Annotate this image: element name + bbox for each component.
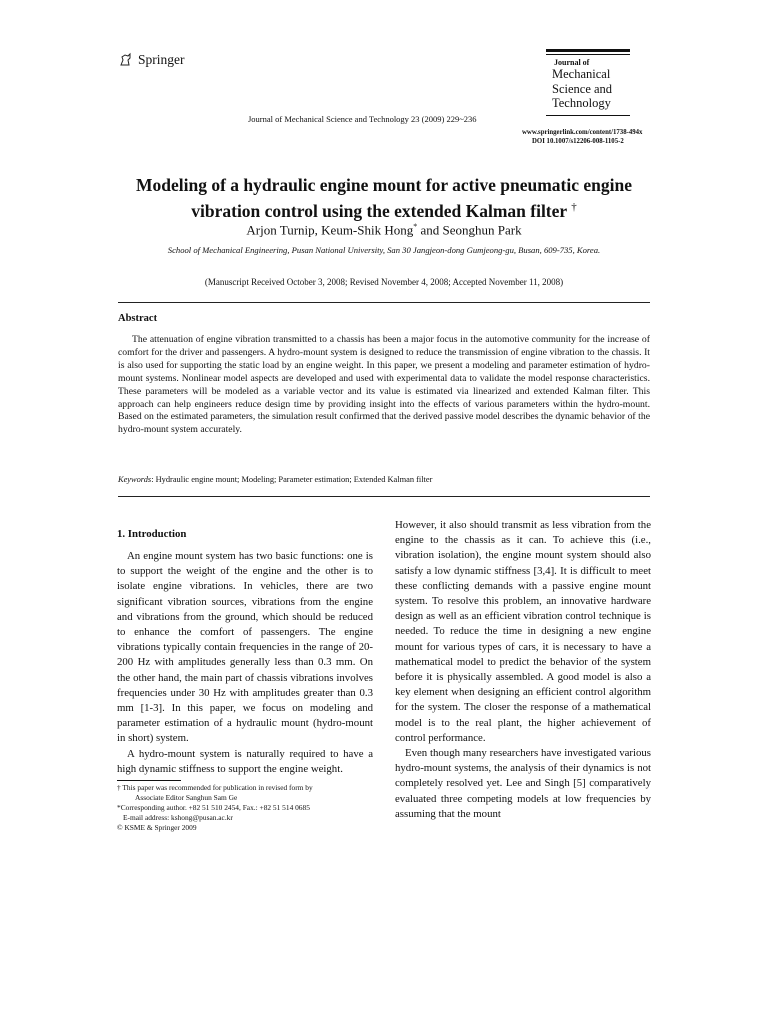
authors [100,222,668,238]
footnote: † This paper was recommended for publication in revised form by [117,783,313,792]
abstract-text: The attenuation of engine vibration transmitted to a chassis has been a major focus in the automotive community for the increase of comfort for the driver and passengers. A hydro-mount system is designed to reduce the transmission of engine vibration to the chassis. It is also used for supporting the static load by an engine weight. In this paper, we present a modeling and parameter estimation of hydro-mount systems. Nonlinear model aspects are developed and used with experimental data to validate the model response characteristics. These parameters will be modeled as a variable vector and its value is estimated via linearized and extended Kalman filter. This approach can help engineers reduce design time by providing insight into the effects of various parameters within the hydro-mount. Based on the estimated parameters, the simulation result confirmed that the derived passive model describes the dynamic behavior of the hydro-mount system accurately. [118,334,650,436]
springer-horse-icon [118,52,134,68]
keywords [118,475,432,484]
title-line: vibration control using the extended Kalman filter [191,200,567,221]
article-links [522,128,642,146]
footnote-rule [117,780,181,781]
footnote: Associate Editor Sanghun Sam Ge [135,793,238,802]
footnote: © KSME & Springer 2009 [117,823,197,832]
divider [118,496,650,497]
article-url[interactable]: www.springerlink.com/content/1738-494x [522,129,643,136]
authors-text: Arjon Turnip, Keum-Shik Hong [246,222,414,238]
abstract-heading: Abstract [118,313,158,324]
article-title [100,174,668,222]
article-doi: DOI 10.1007/s12206-008-1105-2 [532,138,624,145]
journal-name-line: Science and [552,81,613,96]
divider [118,302,650,303]
title-line-2 [100,196,668,222]
paragraph: However, it also should transmit as less vibration from the engine to the chassis as it can. To achieve this (i.e., vibration isolation), the engine mount system should also satisfy a low dynamic stiffness [3,4]. It is difficult to meet these conflicting demands with a passive engine mount system. To resolve this problem, an innovative hardware design as well as an efficient vibration control technique is needed. To reduce the time in designing a new engine mount for various types of cars, it is necessary to have a mathematical model to predict the behavior of the system before it is physically assembled. A good model is also a key element when designing an efficient control algorithm for the system. The closer the response of a mathematical model is to the real plant, the higher achievement of control performance. [395,519,651,744]
paragraph: An engine mount system has two basic functions: one is to support the weight of the engine and the other is to isolate engine vibrations. In vehicles, there are two significant vibration sources, vibrations from the engine and vibrations from the ground, which should be reduced to enhance the comfort of passengers. The engine vibrations typically contain frequencies in the range of 20-200 Hz with amplitudes generally less than 0.3 mm. On the other hand, the main part of chassis vibrations involves frequencies under 30 Hz with amplitudes greater than 0.3 mm [1-3]. In this paper, we focus on modeling and parameter estimation of a hydraulic mount (hydro-mount in short) system. [117,550,373,745]
title-line: Modeling of a hydraulic engine mount for active pneumatic engine [136,175,632,195]
authors-text: and Seonghun Park [417,222,522,238]
manuscript-dates: (Manuscript Received October 3, 2008; Revised November 4, 2008; Accepted November 11, 2008) [204,277,564,287]
footnote: *Corresponding author. +82 51 510 2454, Fax.: +82 51 514 0685 [117,803,310,812]
affiliation: School of Mechanical Engineering, Pusan National University, San 30 Jangjeon-dong Gumjeong-gu, Busan, 609-735, Korea. [167,245,601,255]
journal-name-line: Technology [552,96,611,110]
corresponding-mark: * [413,222,418,231]
paragraph: Even though many researchers have investigated various hydro-mount systems, the analysis of their dynamics is not completely resolved yet. Lee and Singh [5] comparatively evaluated three competing models at low frequencies by assuming that the mount [395,747,651,820]
journal-citation: Journal of Mechanical Science and Technology 23 (2009) 229~236 [248,114,477,124]
journal-masthead [546,49,630,116]
keywords-text: : Hydraulic engine mount; Modeling; Parameter estimation; Extended Kalman filter [151,475,433,484]
paragraph: A hydro-mount system is naturally required to have a high dynamic stiffness to support the engine weight. [117,747,373,775]
title-footnote-mark: † [571,201,577,213]
masthead-rule [546,115,630,116]
right-column [395,518,651,822]
masthead-rule [546,49,630,52]
left-column [117,549,373,777]
masthead-rule [546,54,630,55]
journal-prefix: Journal of [554,58,590,67]
section-heading: 1. Introduction [117,528,187,540]
journal-name-line: Mechanical [552,67,611,81]
footnote: E-mail address: kshong@pusan.ac.kr [123,813,233,822]
keywords-label: Keywords [118,475,152,484]
publisher-logo [118,52,185,68]
footnotes [117,783,379,833]
publisher-name: Springer [138,52,185,67]
